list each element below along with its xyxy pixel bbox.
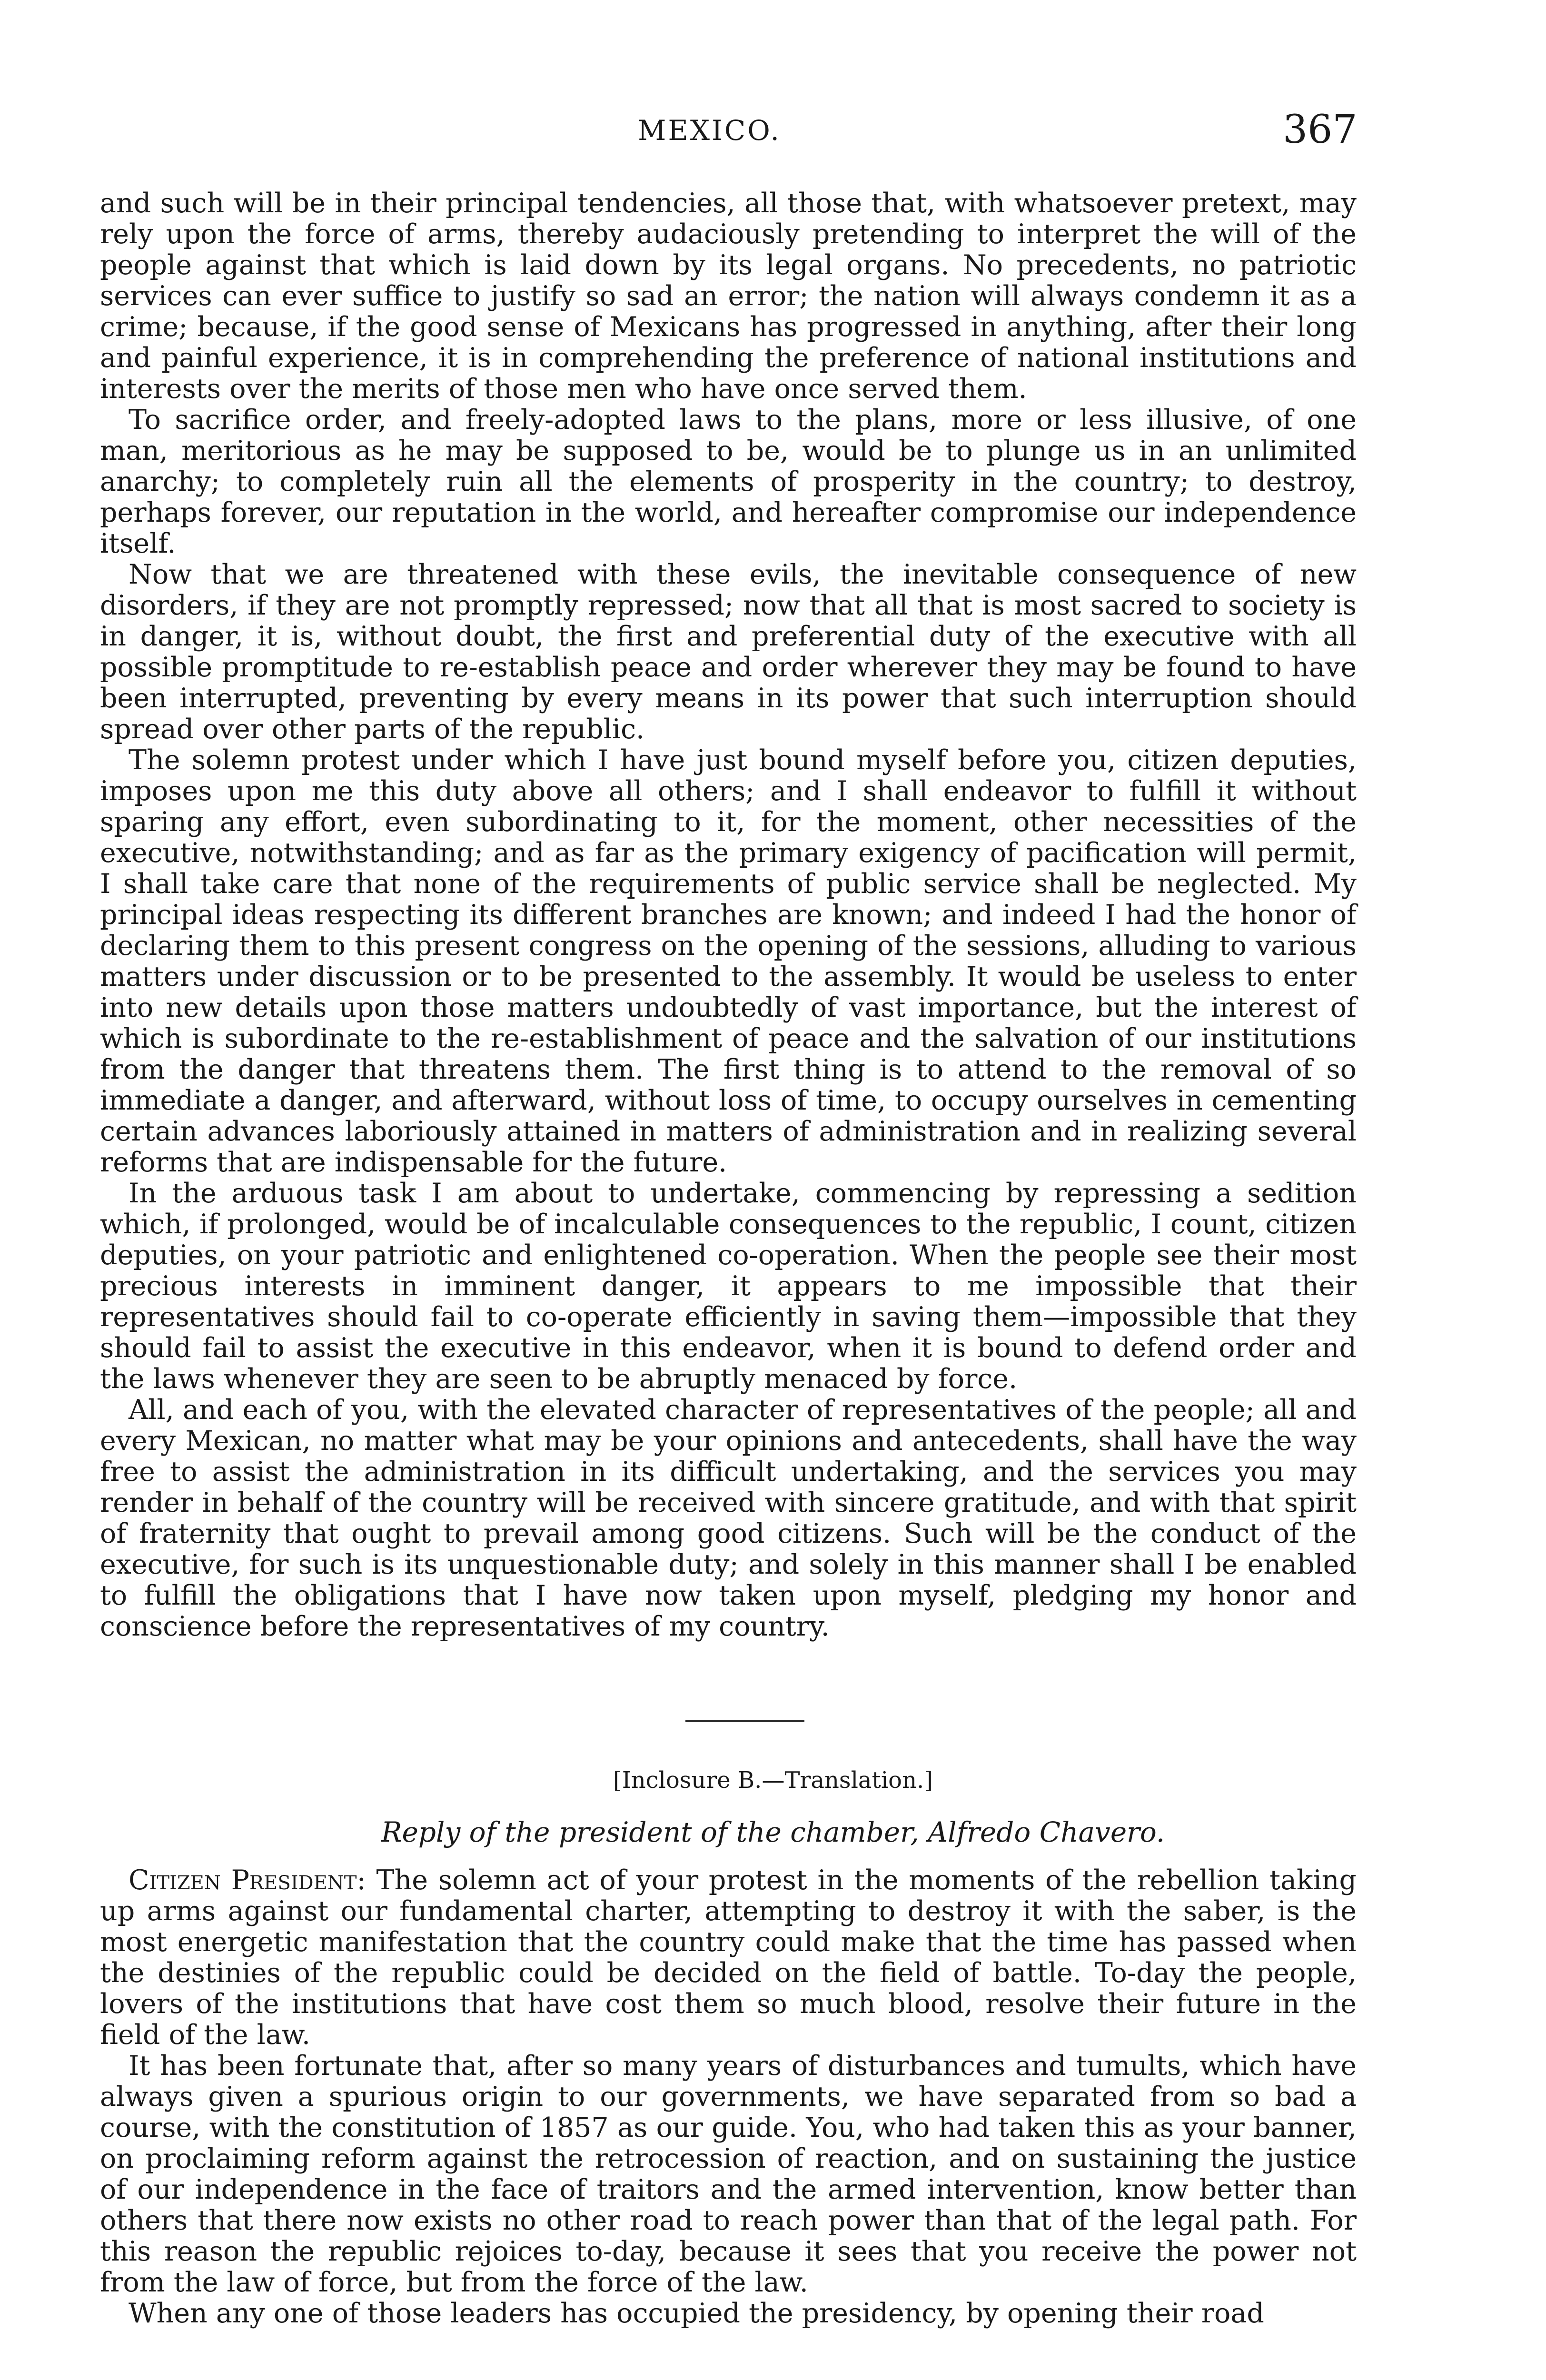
inclosure-label: [Inclosure B.—Translation.] — [613, 1767, 933, 1794]
reply-heading: Reply of the president of the chamber, Alfredo Chavero. — [381, 1816, 1165, 1848]
paragraph: It has been fortunate that, after so many years of disturbances and tumults, which have always given a spurious origin to our governments, we have separated from so bad a course, with the constitution of 1857 as our guide. You, who had taken this as your banner, on proclaiming reform against the retrocession of reaction, and on sustaining the justice of our independence in the face of traitors and the armed intervention, know better than others that there now exists no other road to reach power than that of the legal path. For this reason the republic rejoices to-day, because it sees that you receive the power not from the law of force, but from the force of the law. — [100, 2050, 1357, 2298]
paragraph: Now that we are threatened with these evils, the inevitable consequence of new disorders, if they are not promptly repressed; now that all that is most sacred to society is in danger, it is, without doubt, the first and preferential duty of the executive with all possible promptitude to re-establish peace and order wherever they may be found to have been interrupted, preventing by every means in its power that such interruption should spread over other parts of the republic. — [100, 559, 1357, 745]
section-divider — [685, 1720, 804, 1722]
paragraph: All, and each of you, with the elevated character of representatives of the people; all and every Mexican, no matter what may be your opinions and antecedents, shall have the way free to assist the administration in its difficult undertaking, and the services you may render in behalf of the country will be received with sincere gratitude, and with that spirit of fraternity that ought to prevail among good citizens. Such will be the conduct of the executive, for such is its unquestionable duty; and solely in this manner shall I be enabled to fulfill the obligations that I have now taken upon myself, pledging my honor and conscience before the representatives of my country. — [100, 1394, 1357, 1642]
reply-text — [100, 1865, 1357, 2329]
paragraph: and such will be in their principal tendencies, all those that, with whatsoever pretext, may rely upon the force of arms, thereby audaciously pretending to interpret the will of the people against that which is laid down by its legal organs. No precedents, no patriotic services can ever suffice to justify so sad an error; the nation will always condemn it as a crime; because, if the good sense of Mexicans has progressed in anything, after their long and painful experience, it is in comprehending the preference of national institutions and interests over the merits of those men who have once served them. — [100, 188, 1357, 405]
page-number: 367 — [1283, 107, 1358, 152]
paragraph: The solemn protest under which I have just bound myself before you, citizen deputies, imposes upon me this duty above all others; and I shall endeavor to fulfill it without sparing any effort, even subordinating to it, for the moment, other necessities of the executive, notwithstanding; and as far as the primary exigency of pacification will permit, I shall take care that none of the requirements of public service shall be neglected. My principal ideas respecting its different branches are known; and indeed I had the honor of declaring them to this present congress on the opening of the sessions, alluding to various matters under discussion or to be presented to the assembly. It would be useless to enter into new details upon those matters undoubtedly of vast importance, but the interest of which is subordinate to the re-establishment of peace and the salvation of our institutions from the danger that threatens them. The first thing is to attend to the removal of so immediate a danger, and afterward, without loss of time, to occupy ourselves in cementing certain advances laboriously attained in matters of administration and in realizing several reforms that are indispensable for the future. — [100, 744, 1357, 1178]
paragraph: When any one of those leaders has occupied the presidency, by opening their road — [129, 2298, 1264, 2329]
message-text — [100, 188, 1357, 1642]
running-title: MEXICO. — [638, 114, 781, 147]
paragraph: In the arduous task I am about to undertake, commencing by repressing a sedition which, if prolonged, would be of incalculable consequences to the republic, I count, citizen deputies, on your patriotic and enlightened co-operation. When the people see their most precious interests in imminent danger, it appears to me impossible that their representatives should fail to co-operate efficiently in saving them—impossible that they should fail to assist the executive in this endeavor, when it is bound to defend order and the laws whenever they are seen to be abruptly menaced by force. — [100, 1178, 1357, 1395]
salutation: Citizen President: — [129, 1864, 366, 1896]
paragraph: To sacrifice order, and freely-adopted laws to the plans, more or less illusive, of one man, meritorious as he may be supposed to be, would be to plunge us in an unlimited anarchy; to completely ruin all the elements of prosperity in the country; to destroy, perhaps forever, our reputation in the world, and hereafter compromise our independence itself. — [100, 404, 1357, 559]
reply-paragraph-text: The solemn act of your protest in the moments of the rebellion taking up arms against our fundamental charter, attempting to destroy it with the saber, is the most energetic manifestation that the country could make that the time has passed when the destinies of the republic could be decided on the field of battle. To-day the people, lovers of the institutions that have cost them so much blood, resolve their future in the field of the law. — [100, 1864, 1357, 2051]
reply-paragraph-first — [100, 1865, 1357, 2051]
